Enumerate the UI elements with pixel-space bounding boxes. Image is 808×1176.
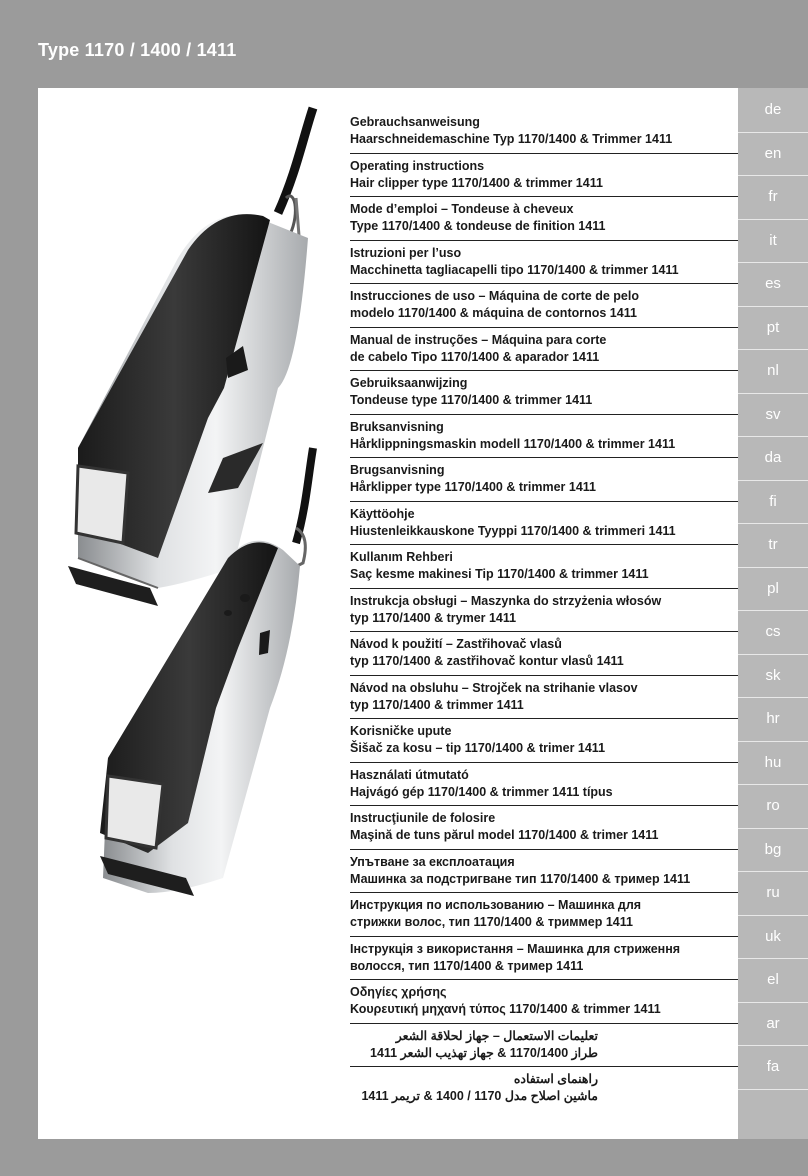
lang-code: es bbox=[765, 275, 781, 293]
lang-code: it bbox=[769, 231, 777, 249]
entry-subtitle: Šišač za kosu – tip 1170/1400 & trimer 1411 bbox=[350, 741, 606, 755]
lang-code: ro bbox=[766, 797, 780, 815]
entry-subtitle: Hårklipper type 1170/1400 & trimmer 1411 bbox=[350, 480, 596, 494]
entry-title: Käyttöohje bbox=[350, 506, 415, 521]
lang-code: fr bbox=[768, 188, 778, 206]
lang-tab-pl[interactable] bbox=[738, 567, 808, 612]
entry-fi bbox=[350, 502, 738, 546]
lang-tab-sv[interactable] bbox=[738, 393, 808, 438]
entry-sk bbox=[350, 676, 738, 720]
entry-title: Operating instructions bbox=[350, 158, 485, 173]
lang-tab-fa[interactable] bbox=[738, 1045, 808, 1090]
entry-subtitle: волосся, тип 1170/1400 & тример 1411 bbox=[350, 958, 584, 973]
lang-code: pt bbox=[766, 318, 780, 336]
entry-subtitle: typ 1170/1400 & zastřihovač kontur vlasů 1411 bbox=[350, 654, 624, 668]
entry-title: Инструкция по использованию – Машинка для bbox=[350, 898, 642, 912]
lang-code: en bbox=[764, 144, 782, 162]
entry-title: Упътване за експлоатация bbox=[350, 854, 515, 869]
entry-title: Kullanım Rehberi bbox=[350, 550, 453, 564]
entry-subtitle: Hårklippningsmaskin modell 1170/1400 & trimmer 1411 bbox=[350, 436, 676, 451]
lang-tab-ro[interactable] bbox=[738, 784, 808, 829]
lang-code: el bbox=[767, 971, 779, 989]
entry-fr bbox=[350, 197, 738, 241]
entry-subtitle: Κουρευτική μηχανή τύπος 1170/1400 & trimmer 1411 bbox=[350, 1002, 661, 1016]
entry-es bbox=[350, 284, 738, 328]
entry-subtitle: Maşină de tuns părul model 1170/1400 & trimer 1411 bbox=[350, 828, 659, 842]
entry-ro bbox=[350, 806, 738, 850]
entry-sv bbox=[350, 415, 738, 459]
entry-title: Instrucţiunile de folosire bbox=[350, 811, 496, 825]
lang-code: hu bbox=[764, 753, 782, 771]
entry-bg bbox=[350, 850, 738, 894]
lang-code: ru bbox=[766, 884, 780, 902]
lang-code: cs bbox=[765, 623, 781, 641]
lang-tab-nl[interactable] bbox=[738, 349, 808, 394]
entry-el bbox=[350, 980, 738, 1024]
entry-nl bbox=[350, 371, 738, 415]
entry-title: Istruzioni per l’uso bbox=[350, 245, 462, 260]
entry-title: Instrucciones de uso – Máquina de corte de pelo bbox=[350, 289, 639, 303]
entry-subtitle: Haarschneidemaschine Typ 1170/1400 & Trimmer 1411 bbox=[350, 132, 673, 146]
lang-tab-ar[interactable] bbox=[738, 1002, 808, 1047]
entry-en bbox=[350, 154, 738, 198]
hair-clipper-illustration bbox=[38, 88, 350, 1139]
entry-title: Οδηγίες χρήσης bbox=[350, 985, 447, 999]
entry-subtitle: Macchinetta tagliacapelli tipo 1170/1400 & trimmer 1411 bbox=[350, 262, 679, 277]
entry-subtitle: стрижки волос, тип 1170/1400 & триммер 1411 bbox=[350, 915, 633, 929]
lang-code: tr bbox=[768, 536, 778, 554]
entry-subtitle: Type 1170/1400 & tondeuse de finition 1411 bbox=[350, 219, 606, 233]
lang-tab-es[interactable] bbox=[738, 262, 808, 307]
lang-tab-bg[interactable] bbox=[738, 828, 808, 873]
entry-title: راهنمای استفاده bbox=[513, 1072, 598, 1086]
lang-code: da bbox=[764, 449, 782, 467]
lang-code: ar bbox=[766, 1014, 780, 1032]
entry-cs bbox=[350, 632, 738, 676]
clipper-large bbox=[68, 108, 313, 606]
entry-title: Manual de instruções – Máquina para corte bbox=[350, 332, 607, 347]
lang-tab-pt[interactable] bbox=[738, 306, 808, 351]
entry-subtitle: Saç kesme makinesi Tip 1170/1400 & trimmer 1411 bbox=[350, 567, 649, 581]
entry-title: تعليمات الاستعمال – جهاز لحلاقة الشعر bbox=[395, 1028, 598, 1043]
entry-subtitle: طراز 1170/1400 & جهاز تهذيب الشعر 1411 bbox=[370, 1045, 598, 1060]
entry-title: Bruksanvisning bbox=[350, 419, 444, 434]
lang-tab-tr[interactable] bbox=[738, 523, 808, 568]
entry-title: Mode d’emploi – Tondeuse à cheveux bbox=[350, 202, 574, 216]
lang-tab-it[interactable] bbox=[738, 219, 808, 264]
entry-hu bbox=[350, 763, 738, 807]
lang-tab-ru[interactable] bbox=[738, 871, 808, 916]
lang-code: nl bbox=[767, 362, 779, 380]
entry-title: Інструкція з використання – Машинка для стриження bbox=[350, 941, 681, 956]
entry-pt bbox=[350, 328, 738, 372]
lang-code: de bbox=[764, 101, 782, 119]
entry-subtitle: Hajvágó gép 1170/1400 & trimmer 1411 típus bbox=[350, 784, 613, 799]
entry-title: Návod k použití – Zastřihovač vlasů bbox=[350, 637, 562, 651]
entry-title: Használati útmutató bbox=[350, 767, 469, 782]
entry-subtitle: typ 1170/1400 & trimmer 1411 bbox=[350, 697, 524, 712]
lang-code: fa bbox=[766, 1058, 780, 1076]
language-tab-strip bbox=[738, 88, 808, 1139]
entry-tr bbox=[350, 545, 738, 589]
lang-tab-cs[interactable] bbox=[738, 610, 808, 655]
entry-subtitle: ماشین اصلاح مدل 1170 / 1400 & تریمر 1411 bbox=[361, 1089, 598, 1103]
entry-subtitle: Hiustenleikkauskone Tyyppi 1170/1400 & trimmeri 1411 bbox=[350, 523, 676, 538]
lang-tab-uk[interactable] bbox=[738, 915, 808, 960]
entry-subtitle: Tondeuse type 1170/1400 & trimmer 1411 bbox=[350, 393, 593, 407]
lang-code: sv bbox=[765, 405, 781, 423]
lang-code: hr bbox=[766, 710, 780, 728]
entry-da bbox=[350, 458, 738, 502]
entry-subtitle: Машинка за подстригване тип 1170/1400 & тример 1411 bbox=[350, 871, 691, 886]
lang-tab-hr[interactable] bbox=[738, 697, 808, 742]
entry-title: Návod na obsluhu – Strojček na strihanie vlasov bbox=[350, 680, 638, 695]
entry-it bbox=[350, 241, 738, 285]
entry-ru bbox=[350, 893, 738, 937]
lang-tab-en[interactable] bbox=[738, 132, 808, 177]
lang-code: pl bbox=[767, 579, 779, 597]
lang-tab-el[interactable] bbox=[738, 958, 808, 1003]
entry-fa bbox=[350, 1067, 738, 1111]
entry-uk bbox=[350, 937, 738, 981]
entry-subtitle: modelo 1170/1400 & máquina de contornos 1411 bbox=[350, 306, 637, 320]
lang-code: uk bbox=[765, 927, 781, 945]
entry-hr bbox=[350, 719, 738, 763]
entry-title: Korisničke upute bbox=[350, 724, 452, 738]
entry-title: Instrukcja obsługi – Maszynka do strzyżenia włosów bbox=[350, 593, 662, 608]
entry-pl bbox=[350, 589, 738, 633]
lang-tab-da[interactable] bbox=[738, 436, 808, 481]
lang-tab-fr[interactable] bbox=[738, 175, 808, 220]
lang-code: fi bbox=[769, 492, 777, 510]
lang-tab-fi[interactable] bbox=[738, 480, 808, 525]
lang-code: bg bbox=[764, 840, 782, 858]
entry-subtitle: typ 1170/1400 & trymer 1411 bbox=[350, 610, 517, 625]
entry-title: Gebruiksaanwijzing bbox=[350, 376, 468, 390]
entry-title: Gebrauchsanweisung bbox=[350, 115, 480, 129]
entry-title: Brugsanvisning bbox=[350, 463, 445, 477]
entry-subtitle: Hair clipper type 1170/1400 & trimmer 1411 bbox=[350, 175, 603, 190]
lang-tab-hu[interactable] bbox=[738, 741, 808, 786]
entry-subtitle: de cabelo Tipo 1170/1400 & aparador 1411 bbox=[350, 349, 600, 364]
lang-tab-de[interactable] bbox=[738, 88, 808, 133]
entry-de bbox=[350, 110, 738, 154]
lang-code: sk bbox=[765, 666, 781, 684]
page-title: Type 1170 / 1400 / 1411 bbox=[38, 40, 237, 60]
entry-ar bbox=[350, 1024, 738, 1068]
lang-tab-sk[interactable] bbox=[738, 654, 808, 699]
